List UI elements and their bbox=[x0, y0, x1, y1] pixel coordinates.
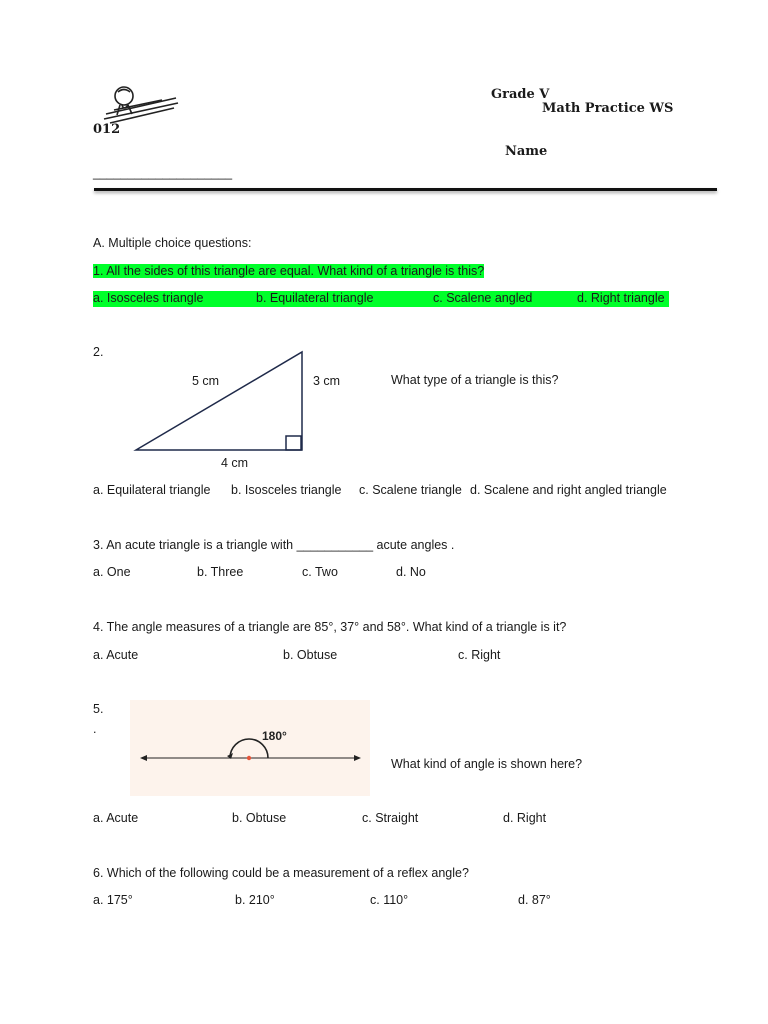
option-6c[interactable]: c. 110° bbox=[370, 893, 409, 907]
figure-background bbox=[130, 700, 370, 796]
question-1: 1. All the sides of this triangle are equal. What kind of a triangle is this? bbox=[93, 264, 485, 278]
kid-on-lines-logo bbox=[100, 84, 182, 126]
header-divider bbox=[94, 188, 717, 191]
triangle-shape bbox=[136, 352, 302, 450]
option-2a[interactable]: a. Equilateral triangle bbox=[93, 483, 211, 497]
angle-label: 180° bbox=[262, 729, 287, 743]
option-5a[interactable]: a. Acute bbox=[93, 811, 139, 825]
option-5c[interactable]: c. Straight bbox=[362, 811, 419, 825]
question-4: 4. The angle measures of a triangle are 85°, 37° and 58°. What kind of a triangle is it? bbox=[93, 620, 567, 634]
right-triangle-figure bbox=[130, 345, 350, 475]
option-4c[interactable]: c. Right bbox=[458, 648, 501, 662]
question-3: 3. An acute triangle is a triangle with ___________ acute angles . bbox=[93, 538, 455, 552]
option-3d[interactable]: d. No bbox=[396, 565, 426, 579]
question-5-text: What kind of angle is shown here? bbox=[391, 757, 583, 771]
grade-label: Grade V bbox=[491, 87, 550, 102]
vertical-side-label: 3 cm bbox=[313, 374, 341, 388]
question-5-dot: . bbox=[93, 722, 97, 736]
name-line[interactable]: ____________________ bbox=[93, 166, 233, 180]
option-2d[interactable]: d. Scalene and right angled triangle bbox=[470, 483, 667, 497]
option-1c[interactable]: c. Scalene angled bbox=[433, 291, 533, 305]
name-label: Name bbox=[505, 144, 548, 159]
option-2b[interactable]: b. Isosceles triangle bbox=[231, 483, 342, 497]
worksheet-code: 012 bbox=[93, 122, 121, 137]
option-3c[interactable]: c. Two bbox=[302, 565, 338, 579]
option-1d[interactable]: d. Right triangle bbox=[577, 291, 665, 305]
question-2-number: 2. bbox=[93, 345, 104, 359]
option-5b[interactable]: b. Obtuse bbox=[232, 811, 287, 825]
option-2c[interactable]: c. Scalene triangle bbox=[359, 483, 462, 497]
worksheet-title: Math Practice WS bbox=[542, 101, 674, 116]
option-4a[interactable]: a. Acute bbox=[93, 648, 139, 662]
section-title: A. Multiple choice questions: bbox=[93, 236, 252, 250]
option-3b[interactable]: b. Three bbox=[197, 565, 244, 579]
straight-angle-figure bbox=[130, 700, 370, 796]
option-6b[interactable]: b. 210° bbox=[235, 893, 275, 907]
question-1-options bbox=[93, 291, 669, 307]
option-1a[interactable]: a. Isosceles triangle bbox=[93, 291, 204, 305]
question-2-text: What type of a triangle is this? bbox=[391, 373, 559, 387]
base-label: 4 cm bbox=[221, 456, 249, 470]
option-1b[interactable]: b. Equilateral triangle bbox=[256, 291, 374, 305]
right-angle-marker bbox=[286, 436, 301, 450]
option-6d[interactable]: d. 87° bbox=[518, 893, 551, 907]
question-6: 6. Which of the following could be a measurement of a reflex angle? bbox=[93, 866, 469, 880]
option-3a[interactable]: a. One bbox=[93, 565, 131, 579]
vertex-point bbox=[247, 756, 251, 760]
hypotenuse-label: 5 cm bbox=[192, 374, 220, 388]
option-5d[interactable]: d. Right bbox=[503, 811, 547, 825]
option-6a[interactable]: a. 175° bbox=[93, 893, 133, 907]
question-5-number: 5. bbox=[93, 702, 104, 716]
option-4b[interactable]: b. Obtuse bbox=[283, 648, 338, 662]
